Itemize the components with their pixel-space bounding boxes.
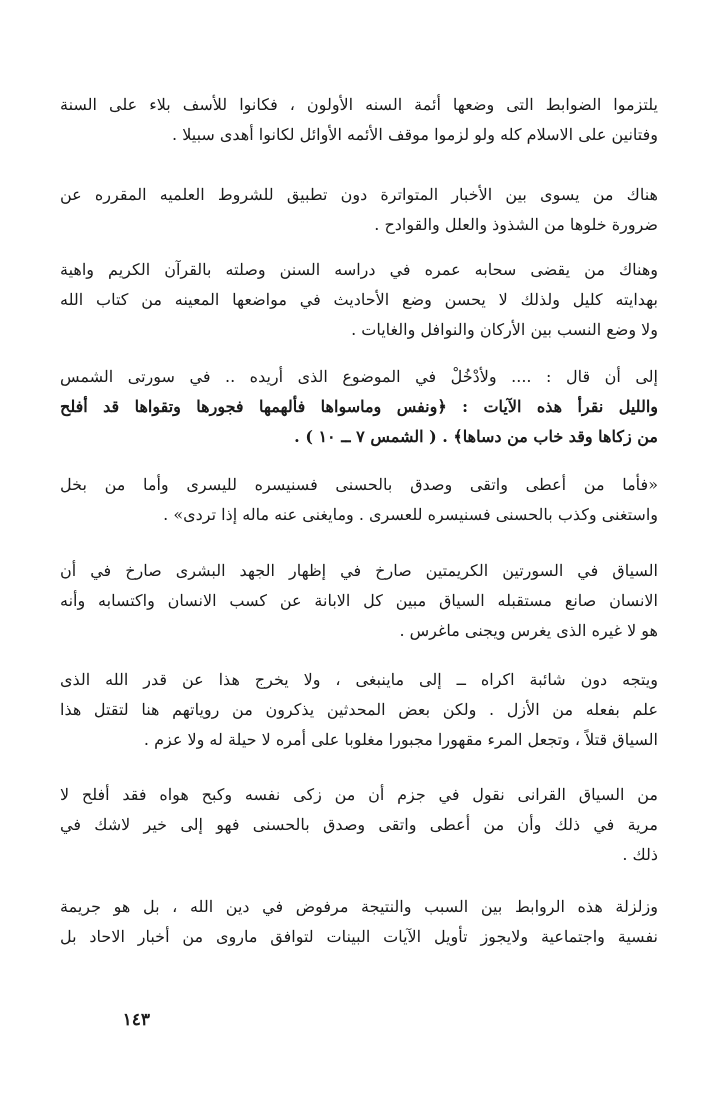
paragraph-2 bbox=[60, 180, 658, 240]
text-line: ذلك . bbox=[622, 845, 658, 864]
text-line: هناك من يسوى بين الأخبار المتواترة دون تطبيق للشروط العلميه المقرره عن bbox=[60, 185, 658, 204]
text-line: ويتجه دون شائبة اكراه ــ إلى ماينبغى ، ولا يخرج هذا عن قدر الله الذى bbox=[60, 670, 658, 689]
paragraph-1 bbox=[60, 90, 658, 150]
text-line: نفسية واجتماعية ولايجوز تأويل الآيات البينات لتوافق ماروى من أخبار الاحاد بل bbox=[60, 927, 658, 946]
text-line: ضرورة خلوها من الشذوذ والعلل والقوادح . bbox=[374, 215, 658, 234]
text-line: السياق في السورتين الكريمتين صارخ في إظهار الجهد البشرى صارخ في أن bbox=[60, 561, 658, 580]
text-line: ولا وضع النسب بين الأركان والنوافل والغايات . bbox=[351, 320, 658, 339]
text-line: وفتانين على الاسلام كله ولو لزموا موقف الأئمه الأوائل لكانوا أهدى سبيلا . bbox=[172, 125, 658, 144]
text-line: إلى أن قال : .... ولأدْخُلْ في الموضوع الذى أريده .. في سورتى الشمس bbox=[60, 367, 658, 386]
paragraph-7 bbox=[60, 665, 658, 755]
paragraph-6 bbox=[60, 556, 658, 646]
paragraph-3 bbox=[60, 255, 658, 345]
quran-verse-line: من زكاها وقد خاب من دساها﴾ . ( الشمس ٧ ــ ١٠ ) . bbox=[294, 427, 658, 446]
text-line: بهدايته كليل ولذلك لا يحسن وضع الأحاديث في مواضعها المعينه من كتاب الله bbox=[60, 290, 658, 309]
page-number: ١٤٣ bbox=[122, 1010, 150, 1030]
paragraph-9 bbox=[60, 892, 658, 952]
text-line: يلتزموا الضوابط التى وضعها أئمة السنه الأولون ، فكانوا للأسف بلاء على السنة bbox=[60, 95, 658, 114]
text-line: واستغنى وكذب بالحسنى فسنيسره للعسرى . ومايغنى عنه ماله إذا تردى» . bbox=[163, 505, 658, 524]
text-line: هو لا غيره الذى يغرس ويجنى ماغرس . bbox=[399, 621, 658, 640]
text-line: وزلزلة هذه الروابط بين السبب والنتيجة مرفوض في دين الله ، بل هو جريمة bbox=[60, 897, 658, 916]
text-line: علم بفعله من الأزل . ولكن بعض المحدثين يذكرون من روياتهم هنا لتقتل هذا bbox=[60, 700, 658, 719]
quran-verse-line: والليل نقرأ هذه الآيات : ﴿ونفس وماسواها فألهمها فجورها وتقواها قد أفلح bbox=[60, 397, 658, 416]
text-line: الانسان صانع مستقبله السياق مبين كل الابانة عن كسب الانسان واكتسابه وأنه bbox=[60, 591, 658, 610]
text-line: السياق قتلاً ، وتجعل المرء مقهورا مجبورا مغلوبا على أمره لا حيلة له ولا عزم . bbox=[143, 730, 658, 749]
text-line: مرية في ذلك وأن من أعطى واتقى وصدق بالحسنى فهو إلى خير لاشك في bbox=[60, 815, 658, 834]
paragraph-4 bbox=[60, 362, 658, 452]
paragraph-8 bbox=[60, 780, 658, 870]
text-line: وهناك من يقضى سحابه عمره في دراسه السنن وصلته بالقرآن الكريم واهية bbox=[60, 260, 658, 279]
text-line: «فأما من أعطى واتقى وصدق بالحسنى فسنيسره لليسرى وأما من بخل bbox=[60, 475, 658, 494]
text-line: من السياق القرانى نقول في جزم أن من زكى نفسه وكبح هواه فقد أفلح لا bbox=[60, 785, 658, 804]
paragraph-5 bbox=[60, 470, 658, 530]
